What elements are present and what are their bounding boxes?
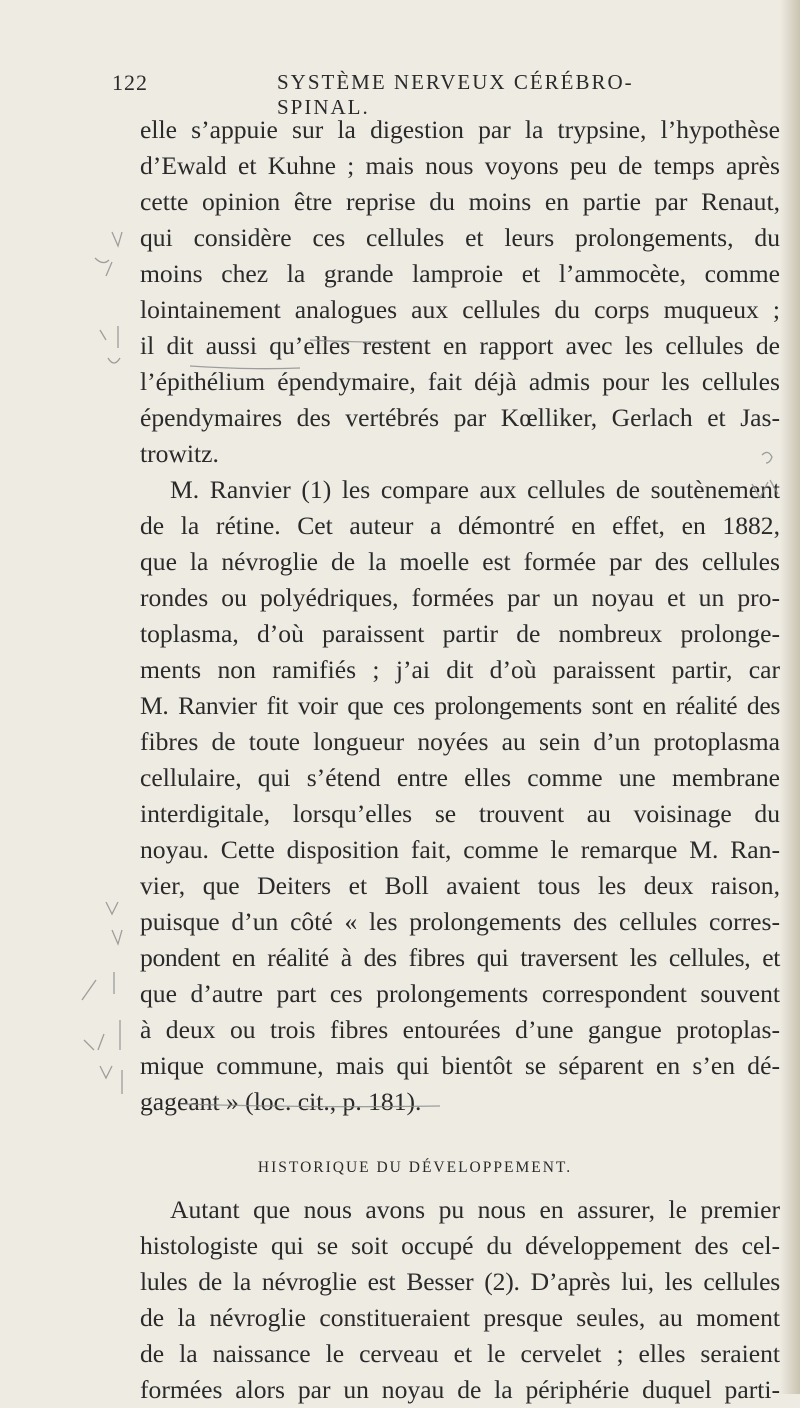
page-number: 122 — [112, 70, 148, 95]
text-line: moins chez la grande lamproie et l’ammocète, comme — [140, 259, 780, 288]
text-line: toplasma, d’où paraissent partir de nombreux prolonge- — [140, 619, 780, 648]
text-line: vier, que Deiters et Boll avaient tous les deux raison, — [140, 871, 780, 900]
text-line: fibres de toute longueur noyées au sein d’un protoplasma — [140, 727, 780, 756]
text-line: de la naissance le cerveau et le cervelet ; elles seraient — [140, 1339, 780, 1368]
text-line: il dit aussi qu’elles restent en rapport avec les cellules de — [140, 331, 780, 360]
pencil-mark — [108, 358, 120, 363]
text-line: à deux ou trois fibres entourées d’une gangue protoplas- — [140, 1015, 780, 1044]
text-line: lointainement analogues aux cellules du corps muqueux ; — [140, 295, 780, 324]
pencil-mark — [106, 902, 118, 914]
text-line: lules de la névroglie est Besser (2). D’après lui, les cellules — [140, 1267, 780, 1296]
text-line: ments non ramifiés ; j’ai dit d’où paraissent partir, car — [140, 655, 780, 684]
text-line: que d’autre part ces prolongements correspondent souvent — [140, 979, 780, 1008]
section-heading: HISTORIQUE DU DÉVELOPPEMENT. — [257, 1159, 573, 1176]
pencil-mark — [95, 258, 112, 276]
text-line: noyau. Cette disposition fait, comme le remarque M. Ran- — [140, 835, 780, 864]
text-line: elle s’appuie sur la digestion par la trypsine, l’hypothèse — [140, 115, 780, 144]
text-line: de la névroglie constitueraient presque seules, au moment — [140, 1303, 780, 1332]
text-line: cette opinion être reprise du moins en partie par Renaut, — [140, 187, 780, 216]
text-line: que la névroglie de la moelle est formée par des cellules — [140, 547, 780, 576]
pencil-mark — [100, 326, 118, 348]
running-title: SYSTÈME NERVEUX CÉRÉBRO-SPINAL. — [277, 70, 634, 119]
text-line: qui considère ces cellules et leurs prolongements, du — [140, 223, 780, 252]
pencil-mark — [82, 972, 114, 1000]
text-line: pondent en réalité à des fibres qui traversent les cellules, et — [140, 943, 780, 972]
text-line: M. Ranvier fit voir que ces prolongements sont en réalité des — [140, 691, 780, 720]
text-line: histologiste qui se soit occupé du développement des cel- — [140, 1231, 780, 1260]
text-line: rondes ou polyédriques, formées par un noyau et un pro- — [140, 583, 780, 612]
pencil-mark — [112, 232, 122, 246]
text-line: mique commune, mais qui bientôt se séparent en s’en dé- — [140, 1051, 780, 1080]
text-line: épendymaires des vertébrés par Kœlliker, Gerlach et Jas- — [140, 403, 780, 432]
page-header — [112, 70, 712, 119]
pencil-mark — [100, 1066, 112, 1078]
text-line: trowitz. — [140, 439, 219, 468]
text-line: interdigitale, lorsqu’elles se trouvent au voisinage du — [140, 799, 780, 828]
text-line-indent: Autant que nous avons pu nous en assurer, le premier — [170, 1195, 780, 1224]
pencil-mark — [112, 930, 122, 944]
pencil-mark — [84, 1020, 120, 1050]
text-line: de la rétine. Cet auteur a démontré en effet, en 1882, — [140, 511, 780, 540]
text-line: cellulaire, qui s’étend entre elles comme une membrane — [140, 763, 780, 792]
text-line: l’épithélium épendymaire, fait déjà admis pour les cellules — [140, 367, 780, 396]
text-line-indent: M. Ranvier (1) les compare aux cellules de soutènement — [170, 475, 780, 504]
text-line: puisque d’un côté « les prolongements des cellules corres- — [140, 907, 780, 936]
text-line: formées alors par un noyau de la périphérie duquel parti- — [140, 1375, 780, 1404]
text-line: gageant » (loc. cit., p. 181). — [140, 1087, 422, 1116]
text-line: d’Ewald et Kuhne ; mais nous voyons peu de temps après — [140, 151, 780, 180]
